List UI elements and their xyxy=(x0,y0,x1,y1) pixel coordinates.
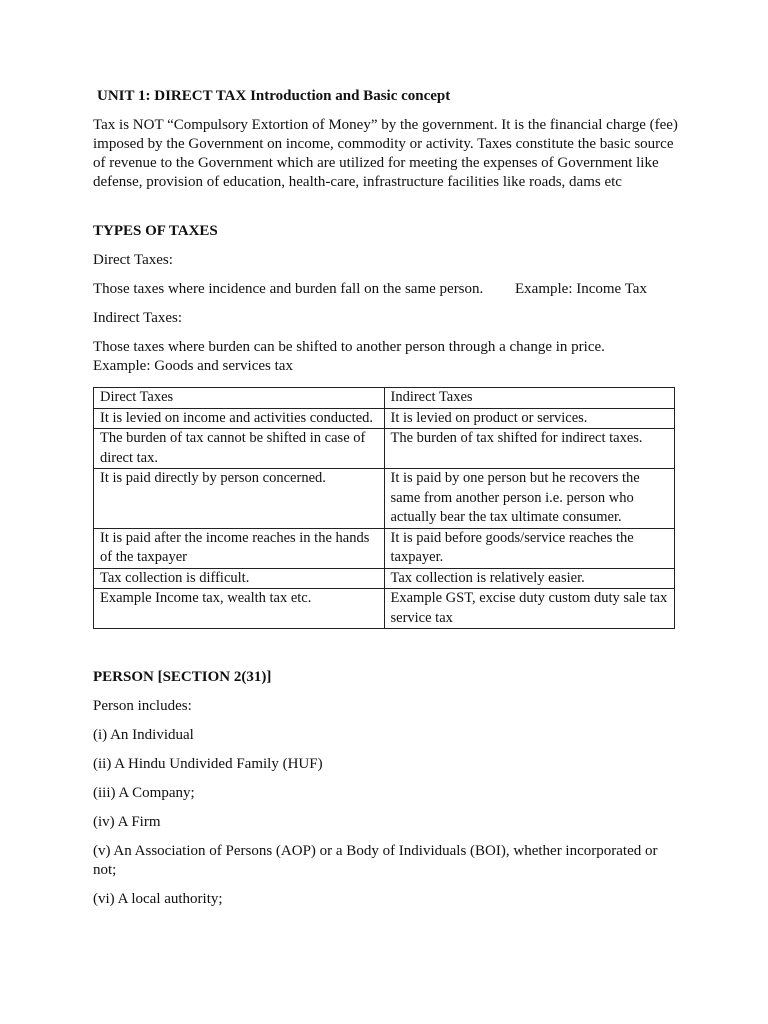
table-header-cell: Indirect Taxes xyxy=(384,388,675,409)
table-cell: It is paid directly by person concerned. xyxy=(94,469,385,529)
table-row xyxy=(94,528,675,568)
list-item: (i) An Individual xyxy=(93,727,194,743)
list-item: (iii) A Company; xyxy=(93,785,195,801)
direct-taxes-label: Direct Taxes: xyxy=(93,252,173,268)
table-cell: It is paid after the income reaches in the hands of the taxpayer xyxy=(94,528,385,568)
table-cell: It is paid by one person but he recovers the same from another person i.e. person who actually bear the tax ultimate consumer. xyxy=(384,469,675,529)
table-cell: Example Income tax, wealth tax etc. xyxy=(94,589,385,629)
table-header-row xyxy=(94,388,675,409)
table-row xyxy=(94,568,675,589)
list-item: (iv) A Firm xyxy=(93,814,161,830)
table-row xyxy=(94,469,675,529)
list-item: (v) An Association of Persons (AOP) or a Body of Individuals (BOI), whether incorporated or not; xyxy=(93,843,658,878)
types-heading: TYPES OF TAXES xyxy=(93,223,218,239)
person-heading: PERSON [SECTION 2(31)] xyxy=(93,669,272,685)
direct-taxes-example: Example: Income Tax xyxy=(515,281,647,297)
person-intro: Person includes: xyxy=(93,698,192,714)
table-cell: Tax collection is relatively easier. xyxy=(384,568,675,589)
table-cell: Example GST, excise duty custom duty sale tax service tax xyxy=(384,589,675,629)
table-cell: It is levied on product or services. xyxy=(384,408,675,429)
direct-taxes-line xyxy=(93,280,678,299)
intro-paragraph: Tax is NOT “Compulsory Extortion of Money” by the government. It is the financial charge (fee) imposed by the Government on income, commodity or activity. Taxes constitute the basic source of revenue to the Government which are utilized for meeting the expenses of Government like defense, provision of education, health-care, infrastructure facilities like roads, dams etc xyxy=(93,117,678,190)
indirect-taxes-description: Those taxes where burden can be shifted to another person through a change in price. Example: Goods and services tax xyxy=(93,339,605,374)
table-row xyxy=(94,408,675,429)
comparison-table xyxy=(93,387,675,629)
table-row xyxy=(94,429,675,469)
direct-taxes-description: Those taxes where incidence and burden fall on the same person. xyxy=(93,281,484,297)
table-cell: It is paid before goods/service reaches the taxpayer. xyxy=(384,528,675,568)
list-item: (ii) A Hindu Undivided Family (HUF) xyxy=(93,756,323,772)
table-cell: The burden of tax shifted for indirect taxes. xyxy=(384,429,675,469)
indirect-taxes-label: Indirect Taxes: xyxy=(93,310,183,326)
document-heading: UNIT 1: DIRECT TAX Introduction and Basic concept xyxy=(97,88,451,104)
list-item: (vi) A local authority; xyxy=(93,891,223,907)
table-cell: It is levied on income and activities conducted. xyxy=(94,408,385,429)
table-cell: The burden of tax cannot be shifted in case of direct tax. xyxy=(94,429,385,469)
table-row xyxy=(94,589,675,629)
table-header-cell: Direct Taxes xyxy=(94,388,385,409)
table-cell: Tax collection is difficult. xyxy=(94,568,385,589)
